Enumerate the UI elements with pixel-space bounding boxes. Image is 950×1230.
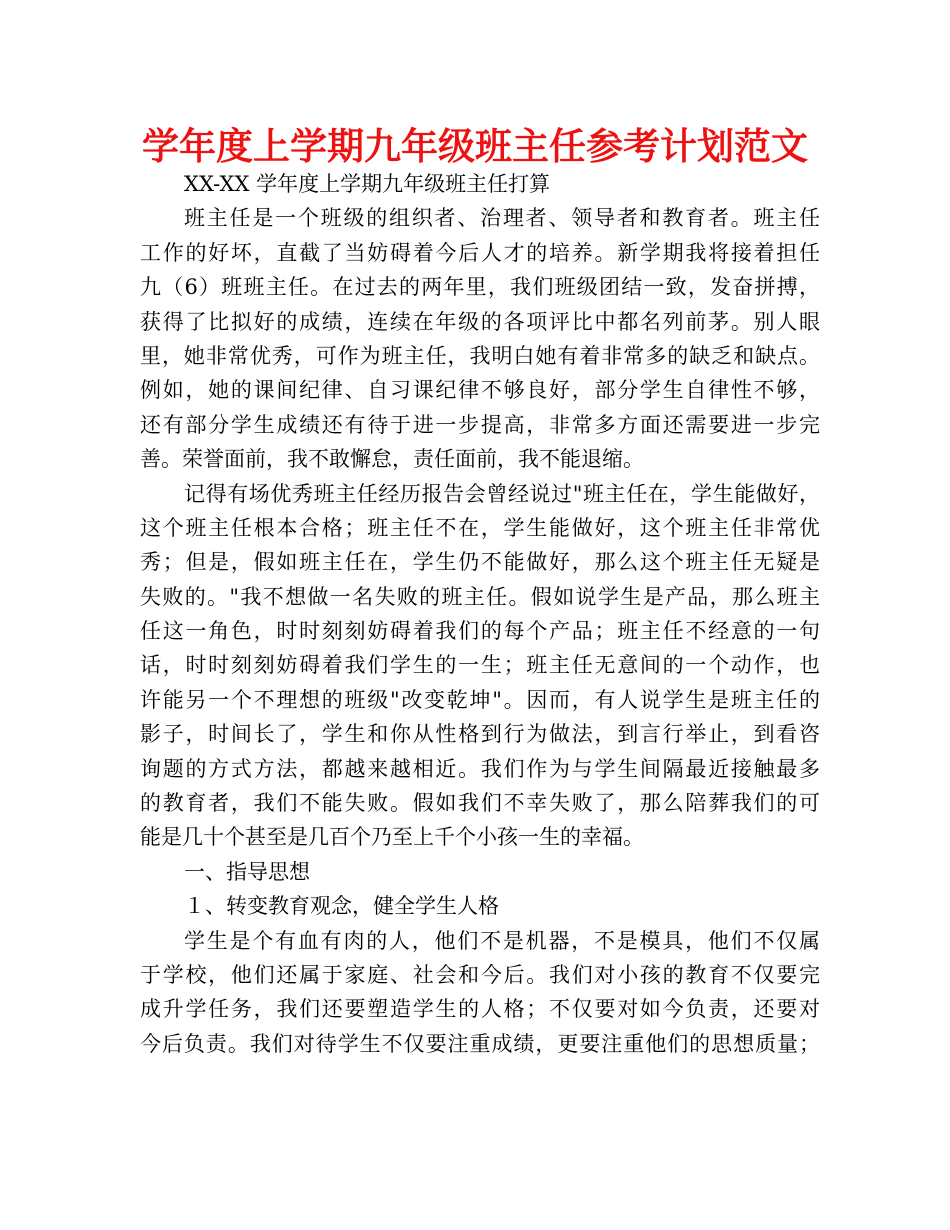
text-line: 学生是个有血有肉的人，他们不是机器，不是模具，他们不仅属	[184, 928, 820, 953]
text-line: 秀；但是，假如班主任在，学生仍不能做好，那么这个班主任无疑是	[140, 550, 820, 575]
text-line: 还有部分学生成绩还有待于进一步提高，非常多方面还需要进一步完	[140, 412, 820, 437]
text-line: 一、指导思想	[184, 859, 310, 884]
text-line: 班主任是一个班级的组织者、治理者、领导者和教育者。班主任	[184, 206, 820, 231]
text-line: 九（6）班班主任。在过去的两年里，我们班级团结一致，发奋拼搏，	[140, 275, 820, 300]
text-line: 的教育者，我们不能失败。假如我们不幸失败了，那么陪葬我们的可	[140, 791, 820, 816]
text-line: 获得了比拟好的成绩，连续在年级的各项评比中都名列前茅。别人眼	[140, 309, 820, 334]
text-line: 善。荣誉面前，我不敢懈怠，责任面前，我不能退缩。	[140, 447, 644, 472]
document-title: 学年度上学期九年级班主任参考计划范文	[142, 125, 808, 168]
document-body	[140, 167, 820, 1061]
text-line: １、转变教育观念，健全学生人格	[184, 894, 499, 919]
text-line: 任这一角色，时时刻刻妨碍着我们的每个产品；班主任不经意的一句	[140, 619, 820, 644]
text-line: 询题的方式方法，都越来越相近。我们作为与学生间隔最近接触最多	[140, 756, 820, 781]
text-line: 里，她非常优秀，可作为班主任，我明白她有着非常多的缺乏和缺点。	[140, 343, 820, 368]
text-line: 这个班主任根本合格；班主任不在，学生能做好，这个班主任非常优	[140, 515, 820, 540]
text-line: 许能另一个不理想的班级"改变乾坤"。因而，有人说学生是班主任的	[140, 687, 820, 712]
text-line: 失败的。"我不想做一名失败的班主任。假如说学生是产品，那么班主	[140, 584, 820, 609]
text-line: 成升学任务，我们还要塑造学生的人格；不仅要对如今负责，还要对	[140, 997, 820, 1022]
text-line: XX-XX 学年度上学期九年级班主任打算	[184, 172, 551, 196]
text-line: 记得有场优秀班主任经历报告会曾经说过"班主任在，学生能做好，	[184, 481, 820, 506]
text-line: 今后负责。我们对待学生不仅要注重成绩，更要注重他们的思想质量；	[140, 1031, 820, 1056]
text-line: 能是几十个甚至是几百个乃至上千个小孩一生的幸福。	[140, 825, 644, 850]
text-line: 工作的好坏，直截了当妨碍着今后人才的培养。新学期我将接着担任	[140, 240, 820, 265]
text-line: 例如，她的课间纪律、自习课纪律不够良好，部分学生自律性不够，	[140, 378, 820, 403]
text-line: 影子，时间长了，学生和你从性格到行为做法，到言行举止，到看咨	[140, 722, 820, 747]
text-line: 于学校，他们还属于家庭、社会和今后。我们对小孩的教育不仅要完	[140, 962, 820, 987]
text-line: 话，时时刻刻妨碍着我们学生的一生；班主任无意间的一个动作，也	[140, 653, 820, 678]
